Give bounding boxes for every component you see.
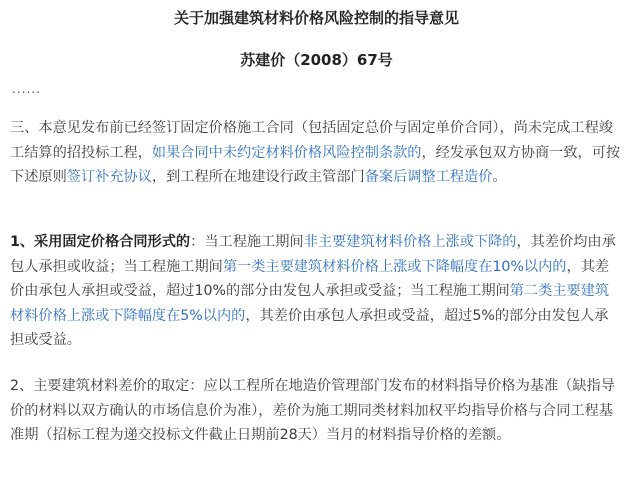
- document-title: 关于加强建筑材料价格风险控制的指导意见: [173, 9, 459, 27]
- paragraph-three: [10, 116, 622, 190]
- paragraph-text: 。: [492, 169, 507, 185]
- paragraph-text: ，其差价由承包人承担或受益，超过10%的部分由发包人承担或受益；当工程施工期间: [10, 258, 610, 299]
- paragraph-text: 三、本意见发布前已经签订固定价格施工合同（包括固定总价与固定单价合同），尚未完成工程竣工结算的招投标工程，: [10, 120, 613, 161]
- paragraph-text: 2、主要建筑材料差价的取定：应以工程所在地造价管理部门发布的材料指导价格为基准（缺指导价的材料以双方确认的市场信息价为准），差价为施工期同类材料加权平均指导价格与合同工程基准期（招标工程为递交投标文件截止日期前28天）当月的材料指导价格的差额。: [10, 378, 615, 443]
- highlight-text: 如果合同中未约定材料价格风险控制条款的: [151, 144, 422, 161]
- paragraph-material-price-difference: [10, 374, 622, 448]
- paragraph-text: ，其差价由承包人承担或受益，超过5%的部分由发包人承担或受益。: [10, 307, 609, 348]
- highlight-text: 第二类主要建筑材料价格上涨或下降幅度在5%以内的: [10, 283, 610, 324]
- omission-ellipsis: ......: [12, 82, 41, 96]
- highlight-text: 非主要建筑材料价格上涨或下降的: [303, 234, 517, 250]
- paragraph-text: ，其差价均由承包人承担或收益；当工程施工期间: [10, 234, 616, 275]
- paragraph-text: ，经发承包双方协商一致，可按下述原则: [10, 144, 621, 185]
- document-number: 苏建价（2008）67号: [240, 51, 393, 69]
- paragraph-text: ：当工程施工期间: [190, 234, 304, 250]
- highlight-text: 签订补充协议: [66, 169, 152, 185]
- paragraph-heading: 1、采用固定价格合同形式的: [10, 234, 191, 250]
- paragraph-fixed-price-contract: [10, 230, 622, 353]
- highlight-text: 第一类主要建筑材料价格上涨或下降幅度在10%以内的: [222, 258, 567, 275]
- highlight-text: 备案后调整工程造价: [364, 169, 493, 185]
- paragraph-text: ，到工程所在地建设行政主管部门: [151, 169, 365, 185]
